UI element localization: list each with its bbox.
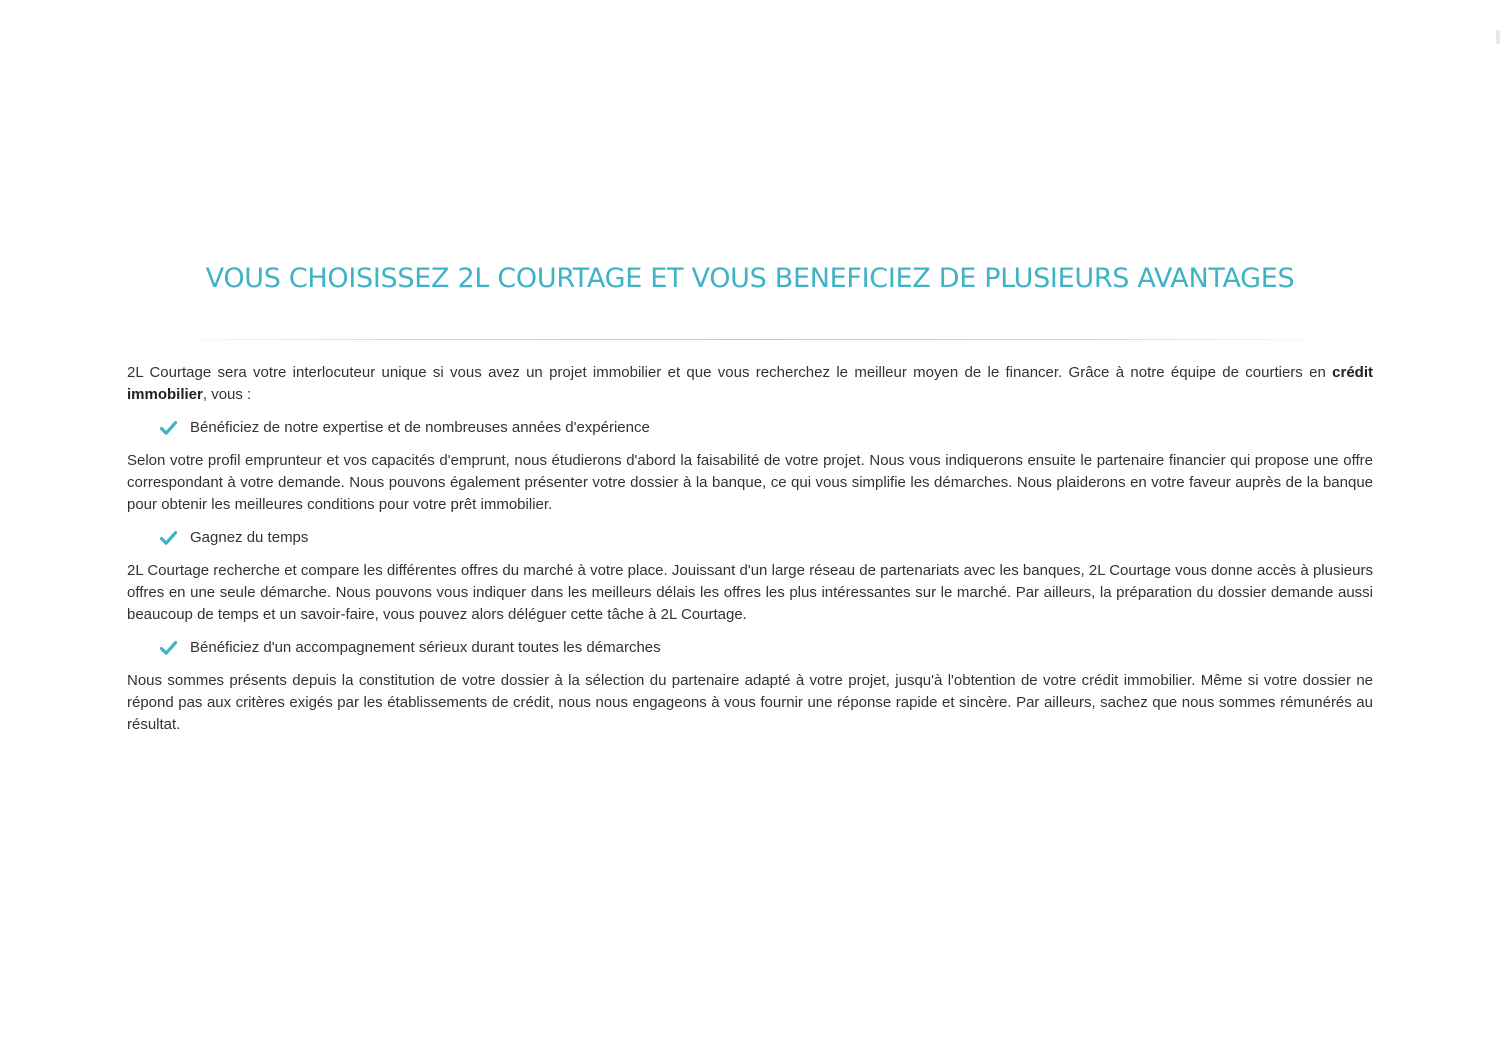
check-icon xyxy=(160,530,177,546)
section-content xyxy=(127,362,1373,747)
advantage-item-expertise xyxy=(127,417,1373,439)
advantage-item-support xyxy=(127,637,1373,659)
advantage-paragraph: 2L Courtage recherche et compare les différentes offres du marché à votre place. Jouissant d'un large réseau de partenariats avec les banques, 2L Courtage vous donne accès à plusieurs offres en une seule démarche. Nous pouvons vous indiquer dans les meilleurs délais les offres les plus intéressantes sur le marché. Par ailleurs, la préparation du dossier demande aussi beaucoup de temps et un savoir-faire, vous pouvez alors déléguer cette tâche à 2L Courtage. xyxy=(127,562,1373,623)
advantage-label: Gagnez du temps xyxy=(190,529,309,546)
advantage-label: Bénéficiez de notre expertise et de nombreuses années d'expérience xyxy=(190,419,650,436)
check-icon xyxy=(160,420,177,436)
intro-keyword: crédit immobilier xyxy=(127,364,1373,403)
advantage-item-time xyxy=(127,527,1373,549)
check-icon xyxy=(160,640,177,656)
advantage-paragraph: Selon votre profil emprunteur et vos capacités d'emprunt, nous étudierons d'abord la faisabilité de votre projet. Nous vous indiquerons ensuite le partenaire financier qui propose une offre correspondant à votre demande. Nous pouvons également présenter votre dossier à la banque, ce qui vous simplifie les démarches. Nous plaiderons en votre faveur auprès de la banque pour obtenir les meilleures conditions pour votre prêt immobilier. xyxy=(127,452,1373,513)
intro-text: 2L Courtage sera votre interlocuteur unique si vous avez un projet immobilier et que vous recherchez le meilleur moyen de le financer. Grâce à notre équipe de courtiers en xyxy=(127,364,1333,381)
section-title: VOUS CHOISISSEZ 2L COURTAGE ET VOUS BENEFICIEZ DE PLUSIEURS AVANTAGES xyxy=(205,263,1295,294)
advantage-label: Bénéficiez d'un accompagnement sérieux durant toutes les démarches xyxy=(190,639,661,656)
title-divider xyxy=(155,339,1345,340)
scrollbar-edge xyxy=(1496,30,1500,44)
intro-paragraph xyxy=(127,362,1373,406)
intro-suffix: , vous : xyxy=(202,386,252,403)
advantage-paragraph: Nous sommes présents depuis la constitution de votre dossier à la sélection du partenaire adapté à votre projet, jusqu'à l'obtention de votre crédit immobilier. Même si votre dossier ne répond pas aux critères exigés par les établissements de crédit, nous nous engageons à vous fournir une réponse rapide et sincère. Par ailleurs, sachez que nous sommes rémunérés au résultat. xyxy=(127,672,1373,733)
